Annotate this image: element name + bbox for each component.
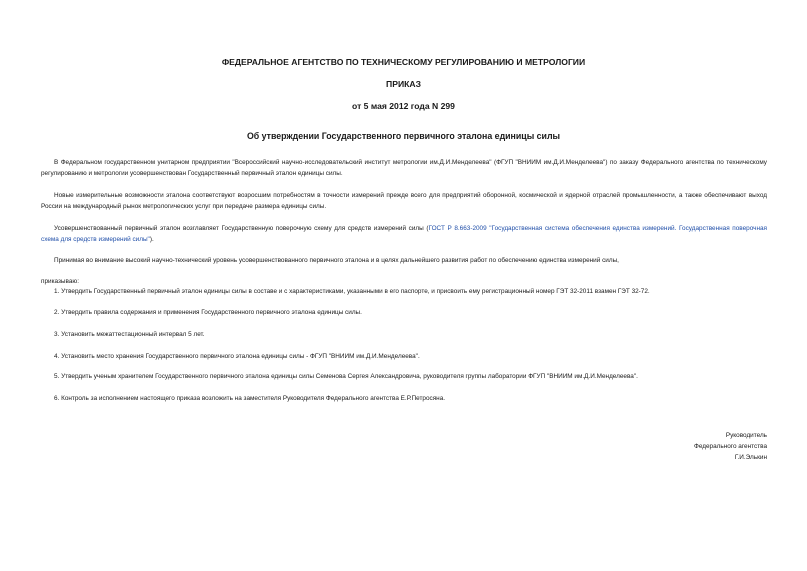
paragraph-3 <box>41 224 767 245</box>
signature-title: Руководитель <box>725 432 767 439</box>
paragraph-2: Новые измерительные возможности эталона соответствуют возросшим потребностям в точности измерений прежде всего для предприятий оборонной, космической и ядерной отраслей промышленности, а также обеспечивают выход России на международный рынок метрологических услуг при передаче размера единицы силы. <box>41 192 767 210</box>
paragraph-1: В Федеральном государственном унитарном предприятии "Всероссийский научно-исследовательский институт метрологии им.Д.И.Менделеева" (ФГУП "ВНИИМ им.Д.И.Менделеева") по заказу Федерального агентства по техническому регулированию и метрологии усовершенствован Государственный первичный эталон единицы силы. <box>41 159 767 177</box>
paragraph-3-text-before: Усовершенствованный первичный эталон возглавляет Государственную поверочную схему для средств измерений силы ( <box>54 225 429 232</box>
order-item-3: 3. Установить межаттестационный интервал 5 лет. <box>54 331 205 338</box>
gost-link[interactable]: ГОСТ Р 8.663-2009 "Государственная система обеспечения единства измерений. Государственная поверочная схема для средств измерений силы" <box>41 225 767 243</box>
paragraph-3-text-after: ). <box>149 235 154 243</box>
order-item-4: 4. Установить место хранения Государственного первичного эталона единицы силы - ФГУП "ВНИИМ им.Д.И.Менделеева". <box>54 353 420 360</box>
order-word: приказываю: <box>41 278 79 285</box>
signature-name: Г.И.Элькин <box>734 454 767 461</box>
document-title: Об утверждении Государственного первичного эталона единицы силы <box>246 131 561 141</box>
document-type: ПРИКАЗ <box>386 79 421 89</box>
agency-heading: ФЕДЕРАЛЬНОЕ АГЕНТСТВО ПО ТЕХНИЧЕСКОМУ РЕГУЛИРОВАНИЮ И МЕТРОЛОГИИ <box>221 57 586 67</box>
signature-agency: Федерального агентства <box>693 443 767 450</box>
order-item-5: 5. Утвердить ученым хранителем Государственного первичного эталона единицы силы Семенова Сергея Александровича, руководителя группы лаборатории ФГУП "ВНИИМ им.Д.И.Менделеева". <box>54 373 638 380</box>
order-item-6: 6. Контроль за исполнением настоящего приказа возложить на заместителя Руководителя Федерального агентства Е.Р.Петросяна. <box>54 395 446 402</box>
paragraph-4: Принимая во внимание высокий научно-технический уровень усовершенствованного первичного эталона и в целях дальнейшего развития работ по обеспечению единства измерений силы, <box>54 257 619 264</box>
order-item-2: 2. Утвердить правила содержания и применения Государственного первичного эталона единицы силы. <box>54 309 362 316</box>
document-date: от 5 мая 2012 года N 299 <box>352 101 455 111</box>
order-item-1: 1. Утвердить Государственный первичный эталон единицы силы в составе и с характеристиками, указанными в его паспорте, и присвоить ему регистрационный номер ГЭТ 32-2011 взамен ГЭТ 32-72. <box>54 288 650 295</box>
